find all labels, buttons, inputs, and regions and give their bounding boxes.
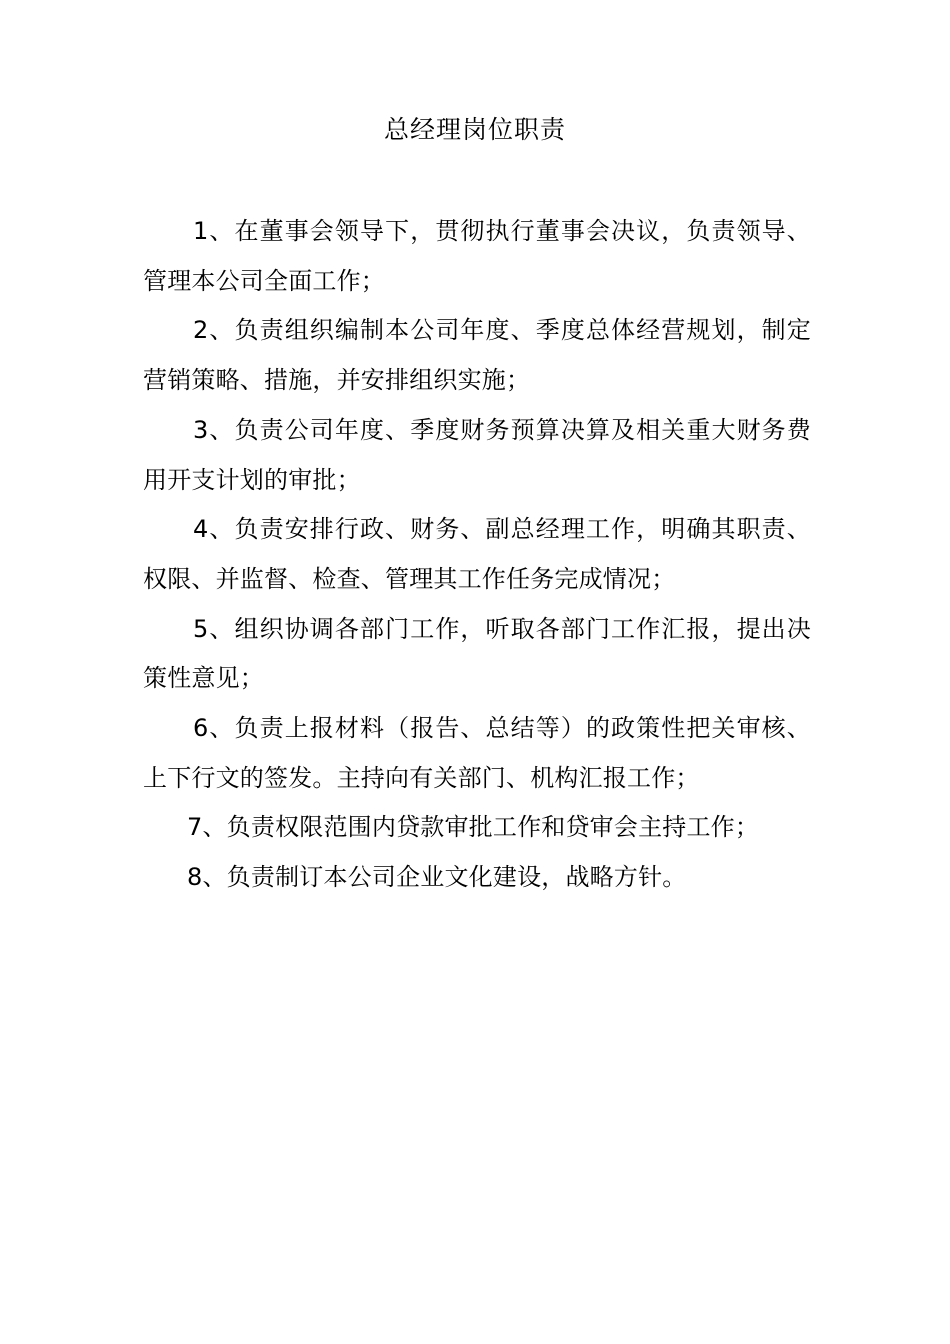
duty-item-8: 8、负责制订本公司企业文化建设，战略方针。 bbox=[187, 863, 687, 892]
duty-item-4: 4、负责安排行政、财务、副总经理工作，明确其职责、权限、并监督、检查、管理其工作任务完成情况； bbox=[143, 515, 811, 593]
duty-item-2: 2、负责组织编制本公司年度、季度总体经营规划，制定营销策略、措施，并安排组织实施； bbox=[143, 316, 811, 395]
page-title: 总经理岗位职责 bbox=[383, 115, 566, 144]
duty-item-6: 6、负责上报材料（报告、总结等）的政策性把关审核、上下行文的签发。主持向有关部门、机构汇报工作； bbox=[143, 714, 811, 792]
duty-item-3: 3、负责公司年度、季度财务预算决算及相关重大财务费用开支计划的审批； bbox=[143, 415, 811, 494]
duty-item-5: 5、组织协调各部门工作，听取各部门工作汇报，提出决策性意见； bbox=[143, 614, 811, 693]
duty-list bbox=[143, 207, 811, 903]
duty-item-7: 7、负责权限范围内贷款审批工作和贷审会主持工作； bbox=[187, 813, 760, 842]
duty-item-1: 1、在董事会领导下，贯彻执行董事会决议，负责领导、管理本公司全面工作； bbox=[143, 217, 811, 295]
